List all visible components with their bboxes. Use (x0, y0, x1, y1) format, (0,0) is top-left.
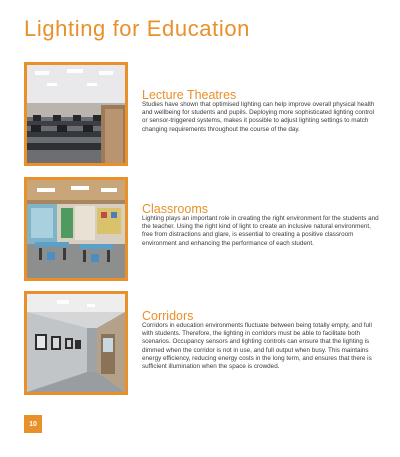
corridor-image (27, 294, 125, 392)
classroom-image (27, 180, 125, 278)
page-number-badge: 10 (24, 415, 42, 433)
classrooms-text: Lighting plays an important role in creating the right environment for the students and the teacher. Using the right kind of light to create an inclusive natural environment, free from distractions and glare, is essential to creating a positive classroom environment and enhancing the performance of each student. (142, 215, 379, 247)
classrooms-heading: Classrooms (142, 202, 208, 216)
corridors-text: Corridors in education environments fluctuate between being totally empty, and full with students. Therefore, the lighting in corridors must be able to facilitate both scenarios. Occupancy sensors and lighting controls can ensure that the lighting is dimmed when the corridor is not in use, and full output when busy. This maintains energy efficiency, reducing energy costs in the long term, and ensures that there is sufficient illumination when the space is crowded. (142, 322, 372, 371)
lecture-theatres-heading: Lecture Theatres (142, 88, 237, 102)
corridors-heading: Corridors (142, 309, 194, 323)
corridor-photo (24, 291, 128, 395)
lecture-theatre-image (27, 65, 125, 163)
page-title: Lighting for Education (24, 16, 251, 41)
classroom-photo (24, 177, 128, 281)
lecture-theatre-photo (24, 62, 128, 166)
lecture-theatres-text: Studies have shown that optimised lighting can help improve overall physical health and wellbeing for students and pupils. Deploying more sophisticated lighting control or sensor-triggered systems, makes it possible to adjust lighting settings to match changing requirements throughout the course of the day. (142, 101, 375, 133)
